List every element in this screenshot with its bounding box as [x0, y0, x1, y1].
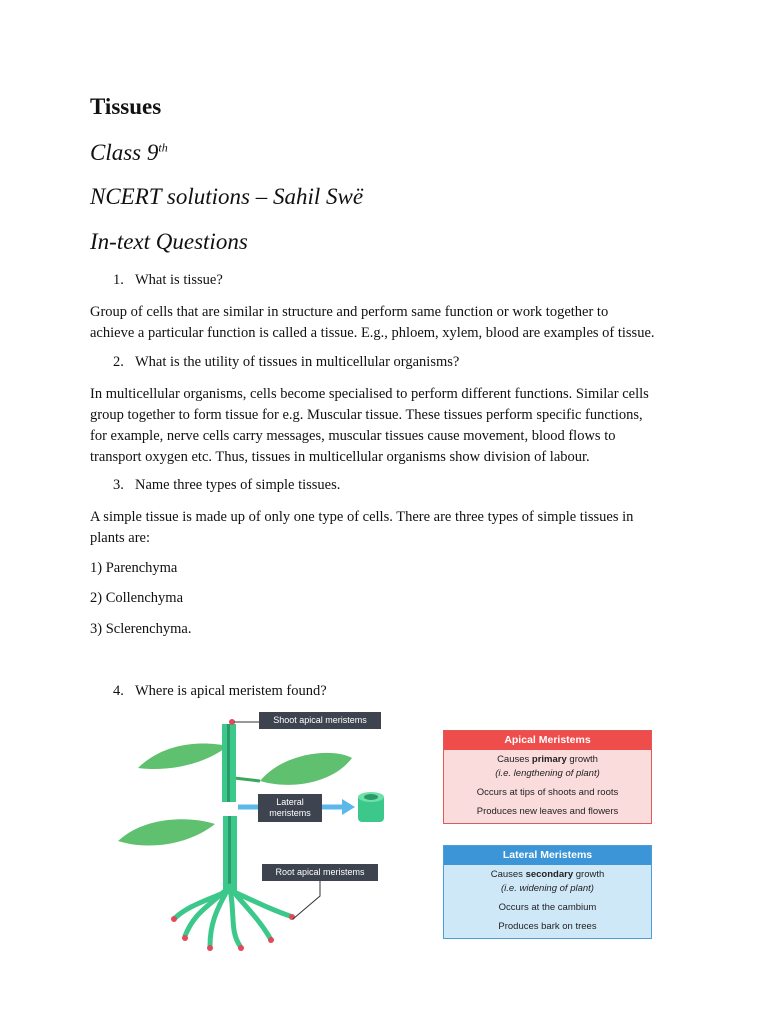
answer-2 [90, 384, 690, 468]
question-number: 1. [113, 272, 124, 288]
box-title: Lateral Meristems [444, 846, 651, 865]
question-text: Where is apical meristem found? [135, 683, 327, 699]
text-bold: secondary [525, 869, 574, 880]
lateral-meristems-box [443, 845, 652, 939]
answer-3 [90, 507, 690, 549]
answer-line: In multicellular organisms, cells become specialised to perform different functions. Similar cells [90, 386, 649, 402]
class-heading [90, 140, 168, 166]
text-part: growth [566, 754, 598, 765]
box-line: (i.e. lengthening of plant) [495, 768, 600, 779]
question-number: 2. [113, 354, 124, 370]
list-item: 2) Collenchyma [90, 590, 184, 606]
label-line: meristems [269, 808, 311, 818]
box-line: Produces new leaves and flowers [476, 806, 619, 817]
question-number: 3. [113, 477, 124, 493]
plant-meristem-diagram [110, 706, 400, 961]
shoot-apical-label: Shoot apical meristems [259, 712, 381, 729]
box-line: Produces bark on trees [498, 921, 597, 932]
text-part: growth [573, 869, 605, 880]
leaf [138, 743, 228, 769]
answer-line: A simple tissue is made up of only one type of cells. There are three types of simple tissues in [90, 509, 634, 525]
root-apical-label: Root apical meristems [262, 864, 378, 881]
leaf [118, 819, 215, 845]
label-line: Lateral [276, 797, 304, 807]
question-text: What is tissue? [135, 272, 223, 288]
answer-line: achieve a particular function is called a tissue. E.g., phloem, xylem, blood are examples of tissue. [90, 325, 655, 341]
text-part: Causes [490, 869, 526, 880]
leaf [260, 753, 352, 785]
box-line [448, 868, 647, 882]
lateral-meristems-label [258, 794, 322, 822]
class-superscript: th [158, 140, 168, 155]
box-line: Occurs at tips of shoots and roots [476, 787, 619, 798]
box-title: Apical Meristems [444, 731, 651, 750]
ncert-heading: NCERT solutions – Sahil Swë [90, 184, 364, 209]
list-item: 3) Sclerenchyma. [90, 621, 192, 637]
answer-line: for example, nerve cells carry messages, muscular tissues cause movement, blood flows to [90, 428, 616, 444]
question-3 [113, 477, 340, 494]
text-bold: primary [531, 754, 567, 765]
question-1 [113, 272, 223, 289]
plant-illustration [110, 706, 400, 961]
roots [175, 886, 290, 946]
class-text: Class 9 [90, 140, 159, 165]
page-title: Tissues [90, 94, 162, 119]
answer-line: plants are: [90, 530, 150, 546]
question-text: What is the utility of tissues in multicellular organisms? [135, 354, 460, 370]
box-line: (i.e. widening of plant) [501, 883, 594, 894]
question-2 [113, 354, 459, 371]
apical-meristems-box [443, 730, 652, 824]
box-line [448, 753, 647, 767]
text-part: Causes [497, 754, 532, 765]
answer-line: Group of cells that are similar in structure and perform same function or work together to [90, 304, 609, 320]
answer-line: group together to form tissue for e.g. Muscular tissue. These tissues perform specific functions, [90, 407, 643, 423]
answer-1 [90, 302, 690, 344]
list-item: 1) Parenchyma [90, 560, 178, 576]
question-number: 4. [113, 683, 124, 699]
section-heading: In-text Questions [90, 229, 248, 254]
box-line: Occurs at the cambium [498, 902, 597, 913]
question-4 [113, 683, 327, 700]
answer-line: transport oxygen etc. Thus, tissues in multicellular organisms show division of labour. [90, 449, 590, 465]
question-text: Name three types of simple tissues. [135, 477, 341, 493]
